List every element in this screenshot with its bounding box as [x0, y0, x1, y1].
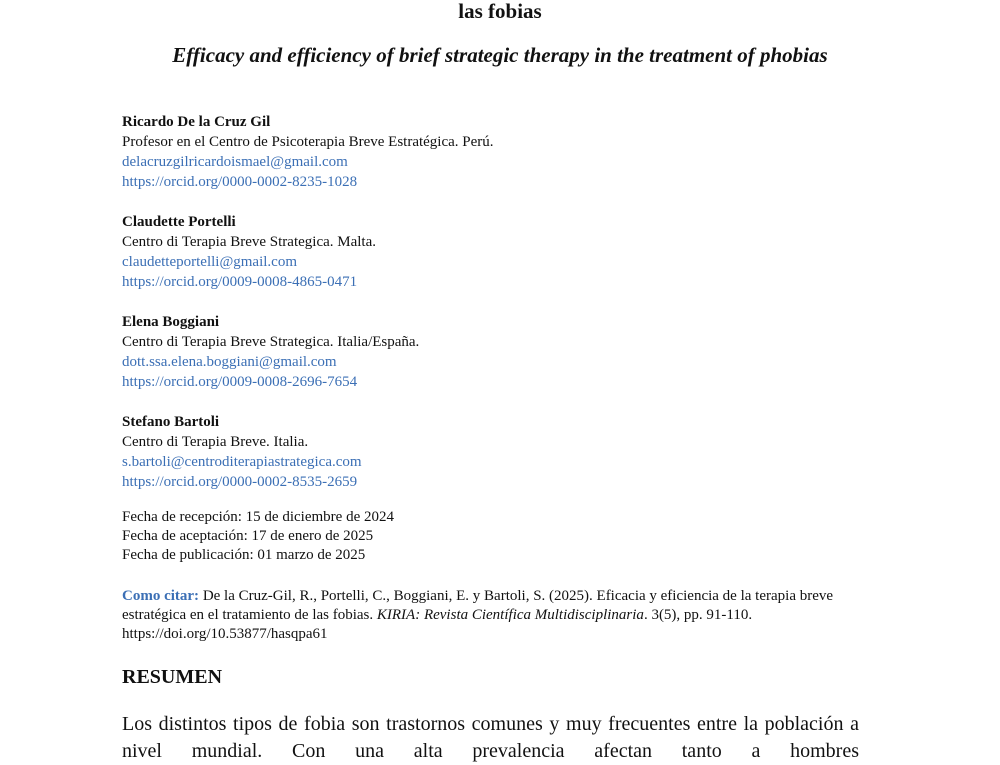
author-name: Claudette Portelli: [122, 214, 236, 230]
author-name: Elena Boggiani: [122, 314, 220, 330]
author-orcid-link[interactable]: https://orcid.org/0009-0008-4865-0471: [122, 274, 358, 290]
resumen-heading: RESUMEN: [122, 666, 223, 688]
author-block: [122, 112, 494, 192]
author-affiliation: Centro di Terapia Breve Strategica. Malta.: [122, 234, 376, 250]
author-name: Stefano Bartoli: [122, 414, 220, 430]
author-email-link[interactable]: claudetteportelli@gmail.com: [122, 254, 298, 270]
spanish-title: las fobias: [458, 0, 542, 23]
citation-text: De la Cruz-Gil, R., Portelli, C., Boggiani, E. y Bartoli, S. (2025). Eficacia y eficiencia de la terapia breve estratégica en el tratamiento de las fobias.: [122, 588, 834, 623]
author-block: [122, 212, 376, 292]
resumen-text: Los distintos tipos de fobia son trastornos comunes y muy frecuentes entre la población a nivel mundial. Con una alta prevalencia afectan tanto a hombres: [122, 713, 859, 762]
author-name: Ricardo De la Cruz Gil: [122, 114, 271, 130]
author-block: [122, 312, 419, 392]
citation-label: Como citar:: [122, 588, 200, 604]
reception-date: Fecha de recepción: 15 de diciembre de 2024: [122, 509, 394, 525]
author-email-link[interactable]: delacruzgilricardoismael@gmail.com: [122, 154, 348, 170]
citation-volume: . 3(5), pp. 91-110.: [643, 607, 753, 623]
acceptance-date: Fecha de aceptación: 17 de enero de 2025: [122, 528, 374, 544]
author-orcid-link[interactable]: https://orcid.org/0009-0008-2696-7654: [122, 374, 358, 390]
author-orcid-link[interactable]: https://orcid.org/0000-0002-8235-1028: [122, 174, 358, 190]
author-email-link[interactable]: s.bartoli@centroditerapiastrategica.com: [122, 454, 362, 470]
author-affiliation: Profesor en el Centro de Psicoterapia Breve Estratégica. Perú.: [122, 134, 494, 150]
publication-dates: [122, 508, 394, 565]
author-email-link[interactable]: dott.ssa.elena.boggiani@gmail.com: [122, 354, 337, 370]
author-orcid-link[interactable]: https://orcid.org/0000-0002-8535-2659: [122, 474, 358, 490]
english-title: Efficacy and efficiency of brief strategic therapy in the treatment of phobias: [172, 43, 828, 67]
citation-block: [122, 587, 862, 644]
citation-journal: KIRIA: Revista Científica Multidisciplinaria: [376, 607, 644, 623]
citation-doi: https://doi.org/10.53877/hasqpa61: [122, 626, 328, 642]
publication-date: Fecha de publicación: 01 marzo de 2025: [122, 547, 366, 563]
author-affiliation: Centro di Terapia Breve. Italia.: [122, 434, 309, 450]
author-affiliation: Centro di Terapia Breve Strategica. Italia/España.: [122, 334, 420, 350]
author-block: [122, 412, 362, 492]
